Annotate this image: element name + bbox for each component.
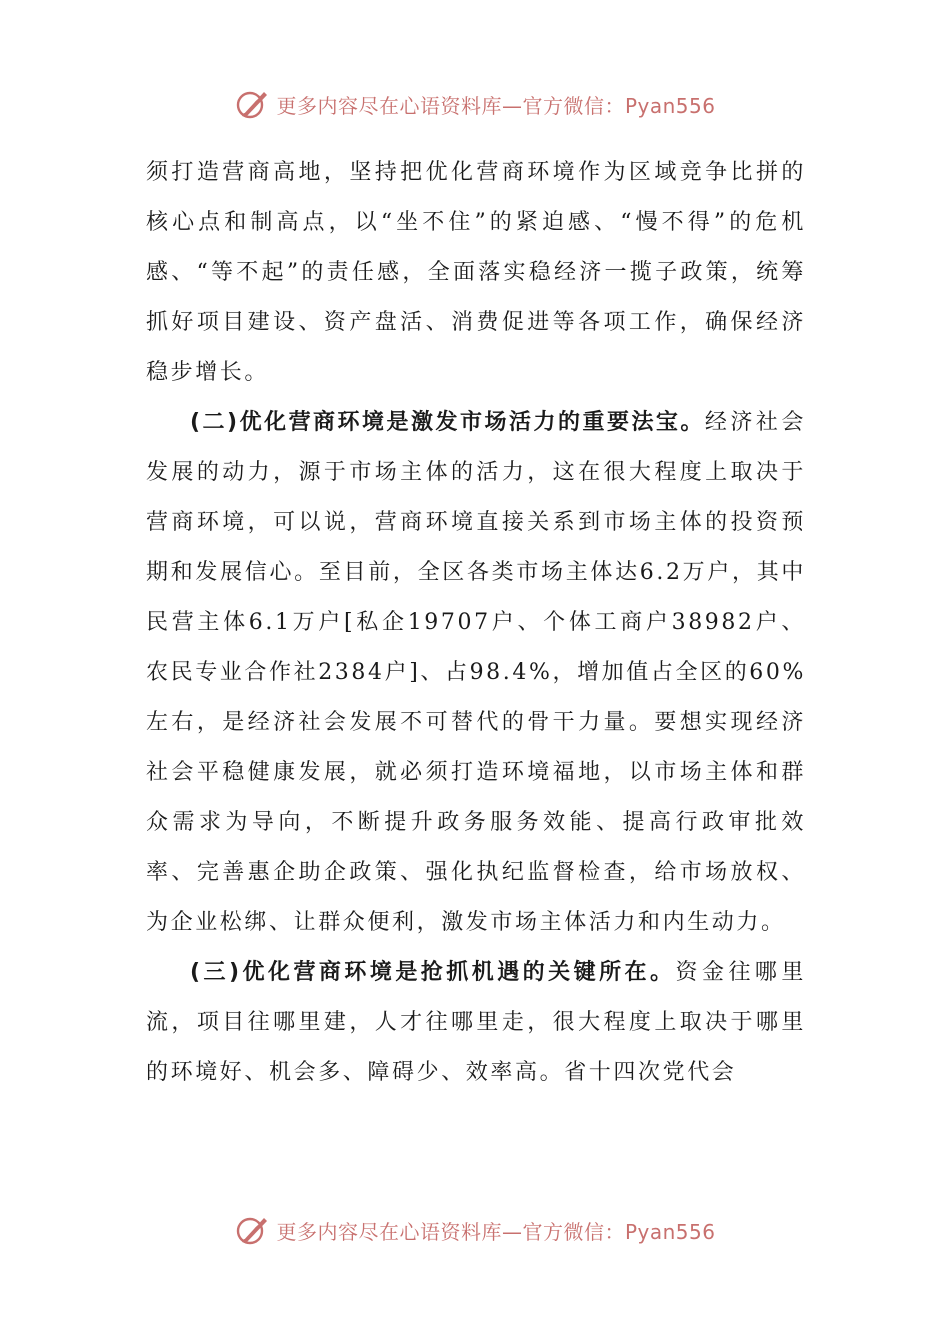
header-banner — [0, 84, 950, 124]
footer-banner — [0, 1210, 950, 1250]
paragraph-2-text: 经济社会发展的动力，源于市场主体的活力，这在很大程度上取决于营商环境，可以说，营商环境直接关系到市场主体的投资预期和发展信心。至目前，全区各类市场主体达6.2万户，其中民营主体6.1万户[私企19707户、个体工商户38982户、农民专业合作社2384户]、占98.4%，增加值占全区的60%左右，是经济社会发展不可替代的骨干力量。要想实现经济社会平稳健康发展，就必须打造环境福地，以市场主体和群众需求为导向，不断提升政务服务效能、提高行政审批效率、完善惠企助企政策、强化执纪监督检查，给市场放权、为企业松绑、让群众便利，激发市场主体活力和内生动力。 — [146, 410, 806, 935]
paragraph-3-heading: (三)优化营商环境是抢抓机遇的关键所在。 — [190, 960, 676, 985]
document-body — [146, 148, 806, 1098]
quill-pen-logo-icon — [234, 1212, 270, 1248]
header-banner-text: 更多内容尽在心语资料库—官方微信：Pyan556 — [276, 93, 716, 118]
paragraph-3 — [146, 948, 806, 1098]
paragraph-2 — [146, 398, 806, 948]
paragraph-2-heading: (二)优化营商环境是激发市场活力的重要法宝。 — [190, 410, 705, 435]
quill-pen-logo-icon — [234, 86, 270, 122]
paragraph-1: 须打造营商高地，坚持把优化营商环境作为区域竞争比拼的核心点和制高点，以“坐不住”的紧迫感、“慢不得”的危机感、“等不起”的责任感，全面落实稳经济一揽子政策，统筹抓好项目建设、资产盘活、消费促进等各项工作，确保经济稳步增长。 — [146, 160, 806, 385]
footer-banner-text: 更多内容尽在心语资料库—官方微信：Pyan556 — [276, 1219, 716, 1244]
paragraph-3-text: 资金往哪里流，项目往哪里建，人才往哪里走，很大程度上取决于哪里的环境好、机会多、障碍少、效率高。省十四次党代会 — [146, 960, 806, 1085]
